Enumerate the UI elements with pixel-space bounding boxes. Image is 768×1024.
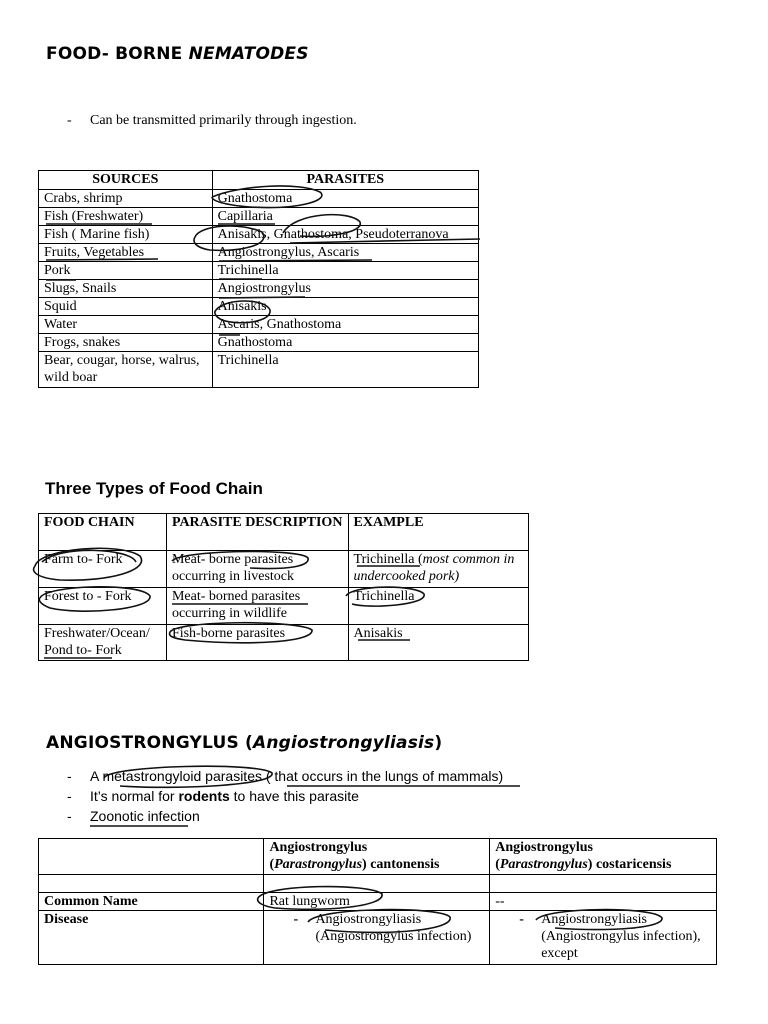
- intro-bullet: [67, 113, 357, 129]
- header-parasites: PARASITES: [212, 171, 478, 190]
- bullet-text-pre: It’s normal for: [90, 788, 179, 804]
- bullet-text-post: to have this parasite: [229, 788, 359, 804]
- parasite-cell: Capillaria: [212, 208, 478, 226]
- chain-cell: Farm to- Fork: [39, 551, 167, 588]
- source-cell: Squid: [39, 298, 213, 316]
- bullet-dash: -: [67, 768, 72, 784]
- angio-bullet-1: [67, 768, 504, 784]
- angio-table: [38, 838, 717, 965]
- disease-dash: -: [519, 912, 524, 927]
- parasite-cell: Anisakis, Gnathostoma, Pseudoterranova: [212, 226, 478, 244]
- angio-bullet-2: [67, 788, 359, 804]
- desc-cell: Meat- borne parasites occurring in livestock: [166, 551, 348, 588]
- col1-name: Angiostrongylus: [269, 840, 368, 855]
- example-text: Trichinella: [353, 589, 415, 604]
- header-cantonensis: Angiostrongylus (Parastrongylus) cantonensis: [264, 839, 490, 875]
- disease-1: [264, 911, 490, 965]
- source-cell: Pork: [39, 262, 213, 280]
- angio-bullet-3: [67, 808, 200, 824]
- source-cell: Bear, cougar, horse, walrus, wild boar: [39, 352, 213, 388]
- col2-italic: Parastrongylus: [499, 857, 588, 872]
- table-row: [39, 226, 479, 244]
- bullet-text: [90, 788, 359, 804]
- angio-heading-text: ANGIOSTRONGYLUS (: [46, 733, 253, 753]
- disease-2: [490, 911, 717, 965]
- angio-heading-italic: Angiostrongyliasis: [252, 733, 435, 753]
- angio-heading-close: ): [434, 733, 443, 753]
- header-example: EXAMPLE: [348, 514, 528, 551]
- common-name-label: Common Name: [39, 893, 264, 911]
- desc-cell: Fish-borne parasites: [166, 625, 348, 661]
- common-name-2: --: [490, 893, 717, 911]
- parasite-cell: Gnathostoma: [212, 190, 478, 208]
- table-row: [39, 588, 529, 625]
- title-text: FOOD- BORNE: [46, 44, 189, 64]
- example-cell: [348, 551, 528, 588]
- chain-cell: Freshwater/Ocean/ Pond to- Fork: [39, 625, 167, 661]
- chain-cell: Forest to - Fork: [39, 588, 167, 625]
- source-cell: Fruits, Vegetables: [39, 244, 213, 262]
- table-row: [39, 190, 479, 208]
- parasite-cell: Anisakis: [212, 298, 478, 316]
- bullet-dash: -: [67, 788, 72, 804]
- example-text: Anisakis: [353, 626, 403, 641]
- table-row: [39, 208, 479, 226]
- disease-dash: -: [293, 912, 299, 927]
- table-row: [39, 244, 479, 262]
- disease-text: Angiostrongyliasis (Angiostrongylus infection): [315, 912, 472, 944]
- source-cell: Water: [39, 316, 213, 334]
- header-costaricensis: Angiostrongylus (Parastrongylus) costaricensis: [490, 839, 717, 875]
- table-row: [39, 316, 479, 334]
- empty-cell: [39, 875, 264, 893]
- col2-name: Angiostrongylus: [495, 840, 593, 855]
- blank-header-cell: [39, 839, 264, 875]
- empty-cell: [490, 875, 717, 893]
- example-text: Trichinella (: [353, 552, 423, 567]
- common-name-1: Rat lungworm: [264, 893, 490, 911]
- table-row: [39, 262, 479, 280]
- bullet-text: [90, 808, 200, 824]
- sources-table: [38, 170, 479, 388]
- food-chain-table: [38, 513, 529, 661]
- empty-cell: [264, 875, 490, 893]
- source-cell: Slugs, Snails: [39, 280, 213, 298]
- parasite-cell: Angiostrongylus: [212, 280, 478, 298]
- bullet-text-pre: Zoonotic infection: [90, 808, 200, 824]
- table-row: [39, 352, 479, 388]
- bullet-dash: -: [67, 113, 72, 128]
- col2-species: costaricensis: [592, 857, 672, 872]
- table-row: [39, 625, 529, 661]
- title-italic: NEMATODES: [188, 44, 309, 64]
- parasite-cell: Ascaris, Gnathostoma: [212, 316, 478, 334]
- header-food-chain: FOOD CHAIN: [39, 514, 167, 551]
- source-cell: Frogs, snakes: [39, 334, 213, 352]
- parasite-cell: Gnathostoma: [212, 334, 478, 352]
- parasite-cell: Trichinella: [212, 262, 478, 280]
- source-cell: Crabs, shrimp: [39, 190, 213, 208]
- parasite-cell: Angiostrongylus, Ascaris: [212, 244, 478, 262]
- desc-cell: Meat- borned parasites occurring in wildlife: [166, 588, 348, 625]
- table-row: [39, 298, 479, 316]
- table-row: [39, 334, 479, 352]
- col1-italic: Parastrongylus: [274, 857, 363, 872]
- table-row: [39, 280, 479, 298]
- disease-label: Disease: [39, 911, 264, 965]
- header-parasite-description: PARASITE DESCRIPTION: [166, 514, 348, 551]
- example-cell: [348, 588, 528, 625]
- example-cell: [348, 625, 528, 661]
- header-sources: SOURCES: [39, 171, 213, 190]
- bullet-text-pre: A metastrongyloid parasites ( that occurs in the lungs of mammals): [90, 768, 504, 784]
- source-cell: Fish ( Marine fish): [39, 226, 213, 244]
- bullet-text: Can be transmitted primarily through ingestion.: [90, 113, 357, 128]
- food-chain-heading: Three Types of Food Chain: [45, 479, 263, 498]
- parasite-cell: Trichinella: [212, 352, 478, 388]
- bullet-text: [90, 768, 503, 784]
- source-cell: Fish (Freshwater): [39, 208, 213, 226]
- example-italic: most common in undercooked pork): [353, 552, 515, 584]
- col1-species: cantonensis: [366, 857, 440, 872]
- angio-heading: [46, 733, 442, 753]
- disease-text: Angiostrongyliasis (Angiostrongylus infection), except: [541, 912, 701, 961]
- sources-body: [39, 190, 479, 388]
- page-title: [46, 44, 309, 64]
- bullet-bold: rodents: [178, 788, 230, 804]
- table-row: [39, 551, 529, 588]
- bullet-dash: -: [67, 808, 72, 824]
